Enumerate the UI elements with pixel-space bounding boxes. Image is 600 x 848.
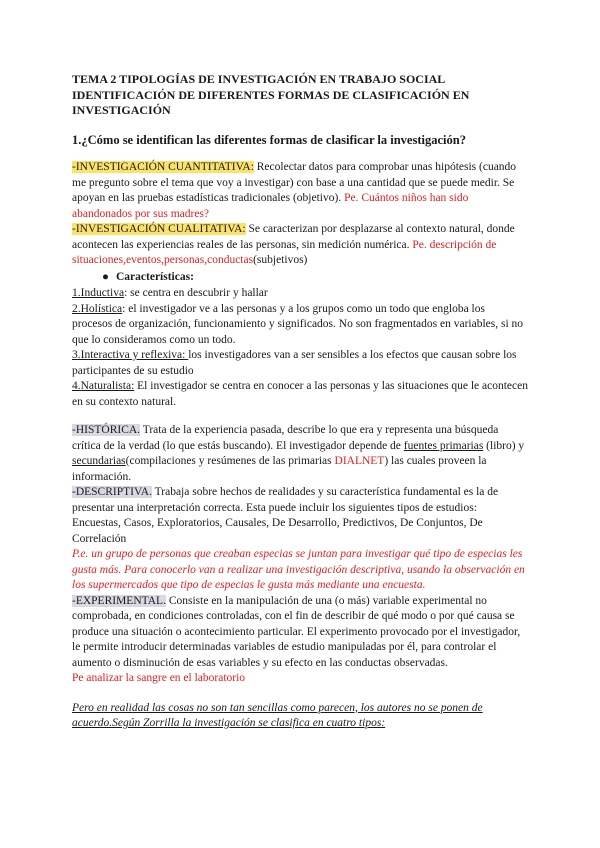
- question-heading: 1.¿Cómo se identifican las diferentes formas de clasificar la investigación?: [72, 132, 466, 147]
- cuantitativa-text: Recolectar datos para comprobar unas hipótesis (cuando me pregunto sobre el tema que voy a investigar) con base a una cantidad que se puede medir. Se apoyan en las pruebas estadísticas tradicionales (objetivo).: [72, 161, 517, 204]
- caracteristica-item: [72, 286, 528, 302]
- paragraph-historica: -HISTÓRICA. Trata de la experiencia pasada, describe lo que era y representa una búsqueda crítica de la verdad (lo que estás buscando). El investigador depende de fuentes primarias (libro) y secundarias(compilaciones y resúmenes de las primarias DIALNET) las cuales proveen la información.: [72, 424, 525, 483]
- cualitativa-text: Se caracterizan por desplazarse al contexto natural, donde acontecen las experiencias reales de las personas, sin medición numérica.: [72, 223, 515, 251]
- paragraph-cualitativa: [72, 222, 528, 269]
- caracteristicas-heading: ● Características:: [72, 270, 528, 286]
- descriptiva-label: -DESCRIPTIVA.: [72, 486, 152, 498]
- descriptiva-example: P.e. un grupo de personas que creaban especias se juntan para investigar qué tipo de especias les gusta más. Para conocerlo van a realizar una investigación descriptiva, usando la observación en los supermercados que tipo de especias le gusta más mediante una encuesta.: [72, 548, 525, 591]
- cuantitativa-label: -INVESTIGACIÓN CUANTITATIVA:: [72, 161, 254, 173]
- closing-paragraph: Pero en realidad las cosas no son tan sencillas como parecen, los autores no se ponen de acuerdo.Según Zorrilla la investigación se clasifica en cuatro tipos:: [72, 701, 483, 729]
- spacer: [72, 687, 528, 701]
- caracteristica-item: [72, 379, 528, 410]
- descriptiva-text: Trabaja sobre hechos de realidades y su característica fundamental es la de presentar una interpretación correcta. Esta puede incluir los siguientes tipos de estudios: Encuestas, Casos, Exploratorios, Causales, De Desarrollo, Predictivos, De Conjuntos, De Correlación: [72, 486, 499, 545]
- caracteristica-label: 1.Inductiva: [72, 287, 125, 299]
- experimental-label: -EXPERIMENTAL.: [72, 594, 166, 607]
- caracteristica-label: 3.Interactiva y reflexiva:: [72, 349, 189, 361]
- cualitativa-example: Pe. descripción de situaciones,eventos,personas,conductas: [72, 238, 497, 266]
- secundarias: secundarias: [72, 455, 126, 467]
- cualitativa-after: (subjetivos): [253, 254, 308, 266]
- document-title: TEMA 2 TIPOLOGÍAS DE INVESTIGACIÓN EN TRABAJO SOCIAL IDENTIFICACIÓN DE DIFERENTES FORMAS DE CLASIFICACIÓN EN INVESTIGACIÓN: [72, 72, 470, 117]
- bullet-icon: ●: [102, 270, 109, 283]
- caracteristica-label: 4.Naturalista:: [72, 380, 135, 392]
- caracteristica-text: : el investigador ve a las personas y a los grupos como un todo que engloba los procesos de organización, funcionamiento y significados. No son fragmentados en variables, si no que lo consideramos como un todo.: [72, 302, 524, 346]
- caracteristica-item: [72, 302, 528, 349]
- caracteristica-item: [72, 348, 528, 379]
- caracteristica-text: los investigadores van a ser sensibles a los efectos que causan sobre los participantes de su estudio: [72, 349, 517, 377]
- dialnet-reference: DIALNET: [334, 455, 385, 467]
- caracteristica-text: El investigador se centra en conocer a las personas y las situaciones que le acontecen en su contexto natural.: [72, 380, 528, 408]
- caracteristica-text: : se centra en descubrir y hallar: [124, 287, 268, 299]
- experimental-text: Consiste en la manipulación de una (o más) variable experimental no comprobada, en condiciones controladas, con el fin de describir de qué modo o por qué causa se produce una situación o acontecimiento particular. El experimento provocado por el investigador, le permite introducir determinadas variables de estudio manipuladas por él, para controlar el aumento o disminución de esas variables y su efecto en las conductas observadas.: [72, 594, 521, 669]
- document-page: [72, 72, 528, 732]
- paragraph-cuantitativa: [72, 160, 528, 222]
- experimental-example: Pe analizar la sangre en el laboratorio: [72, 672, 246, 684]
- paragraph-descriptiva: [72, 485, 528, 547]
- spacer: [72, 410, 528, 423]
- fuentes-primarias: fuentes primarias: [403, 439, 484, 452]
- cualitativa-label: -INVESTIGACIÓN CUALITATIVA:: [72, 223, 246, 235]
- paragraph-experimental: [72, 594, 528, 672]
- historica-label: -HISTÓRICA.: [72, 424, 141, 436]
- caracteristica-label: 2.Holística: [72, 302, 123, 315]
- cuantitativa-example: Pe. Cuántos niños han sido abandonados por sus madres?: [72, 192, 469, 220]
